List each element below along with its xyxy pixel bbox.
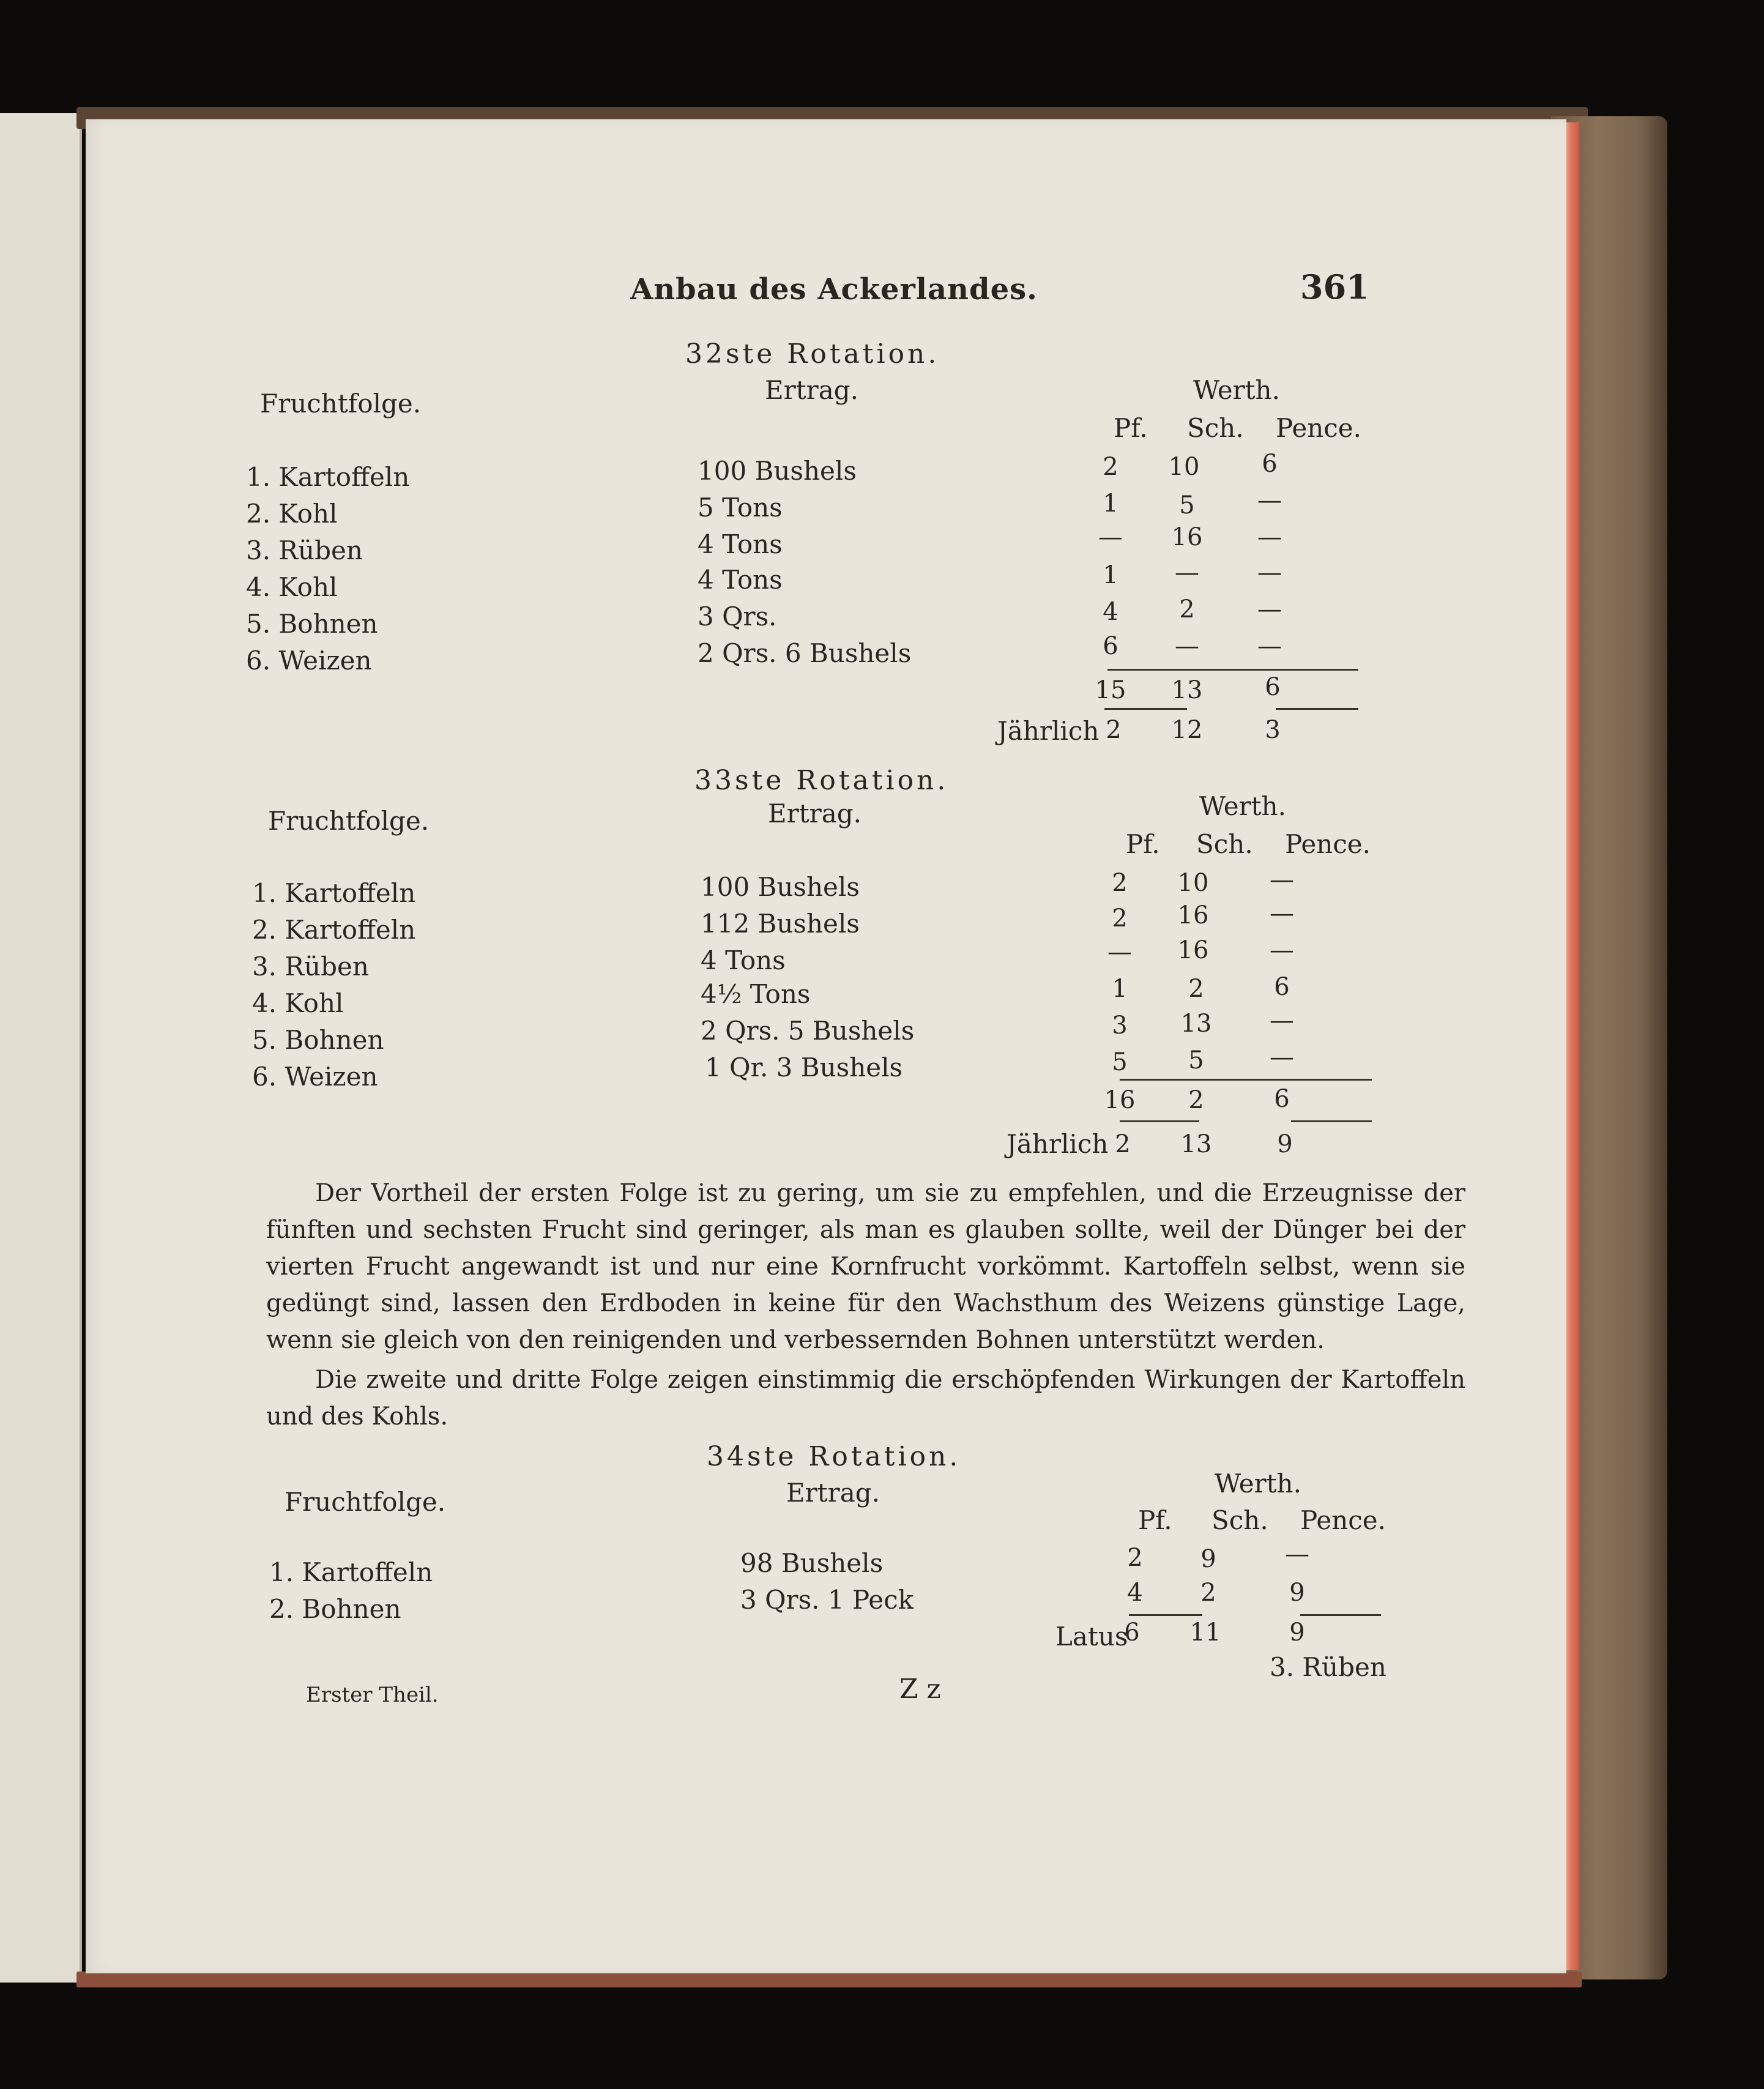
werth-heading: Werth. bbox=[1193, 375, 1280, 405]
sch-value: — bbox=[1175, 559, 1199, 587]
annual-pf: 2 bbox=[1106, 716, 1122, 744]
body-paragraph-2 bbox=[266, 1361, 1465, 1435]
crop-item: 5. Bohnen bbox=[252, 1025, 384, 1055]
pf-value: 2 bbox=[1112, 869, 1128, 897]
pence-value: — bbox=[1285, 1540, 1309, 1568]
crop-item: 2. Kartoffeln bbox=[252, 915, 416, 945]
yield-item: 4 Tons bbox=[698, 565, 783, 595]
latus-pence: 9 bbox=[1289, 1618, 1305, 1647]
crop-item: 1. Kartoffeln bbox=[269, 1557, 433, 1587]
sch-value: 2 bbox=[1200, 1579, 1216, 1607]
sch-value: 13 bbox=[1180, 1010, 1212, 1038]
pf-value: 2 bbox=[1103, 453, 1118, 481]
sch-heading: Sch. bbox=[1211, 1505, 1268, 1535]
pf-value: 1 bbox=[1103, 490, 1118, 518]
total-sch: 2 bbox=[1188, 1086, 1204, 1114]
fruchtfolge-heading: Fruchtfolge. bbox=[268, 806, 430, 836]
sch-heading: Sch. bbox=[1196, 829, 1253, 859]
yield-item: 1 Qr. 3 Bushels bbox=[705, 1052, 903, 1082]
sch-value: 16 bbox=[1177, 901, 1209, 929]
yield-item: 100 Bushels bbox=[701, 872, 860, 902]
pence-value: 9 bbox=[1289, 1579, 1305, 1607]
latus-sch: 11 bbox=[1189, 1618, 1221, 1647]
crop-item: 1. Kartoffeln bbox=[246, 462, 410, 492]
pf-value: — bbox=[1107, 938, 1132, 966]
pence-value: 6 bbox=[1262, 450, 1278, 478]
crop-item: 6. Weizen bbox=[246, 646, 372, 676]
pence-value: — bbox=[1270, 899, 1294, 928]
sch-value: 10 bbox=[1168, 453, 1200, 481]
yield-item: 100 Bushels bbox=[698, 456, 857, 486]
werth-heading: Werth. bbox=[1215, 1469, 1301, 1499]
sum-rule bbox=[1276, 708, 1358, 710]
total-sch: 13 bbox=[1171, 676, 1203, 704]
sch-value: 9 bbox=[1200, 1545, 1216, 1573]
sch-value: 10 bbox=[1177, 869, 1209, 897]
annual-sch: 13 bbox=[1180, 1130, 1212, 1158]
sch-value: 2 bbox=[1179, 595, 1195, 624]
pf-heading: Pf. bbox=[1126, 829, 1160, 859]
pence-heading: Pence. bbox=[1300, 1505, 1386, 1535]
yield-item: 4 Tons bbox=[698, 529, 783, 559]
sum-rule bbox=[1291, 1120, 1372, 1122]
yield-item: 3 Qrs. bbox=[698, 601, 777, 631]
yield-item: 112 Bushels bbox=[701, 909, 860, 939]
sch-heading: Sch. bbox=[1187, 413, 1244, 443]
yield-item: 4½ Tons bbox=[701, 979, 811, 1009]
sum-rule bbox=[1104, 708, 1187, 710]
pf-value: 1 bbox=[1103, 561, 1118, 589]
pence-value: — bbox=[1257, 632, 1282, 660]
annual-pence: 3 bbox=[1265, 716, 1281, 744]
pf-value: 3 bbox=[1112, 1011, 1128, 1040]
sum-rule bbox=[1300, 1614, 1381, 1616]
crop-item: 3. Rüben bbox=[252, 951, 369, 981]
crop-item: 5. Bohnen bbox=[246, 609, 378, 639]
pence-value: — bbox=[1257, 523, 1282, 551]
sum-rule bbox=[1120, 1079, 1372, 1081]
pf-value: 2 bbox=[1112, 904, 1128, 933]
pf-value: 6 bbox=[1103, 632, 1118, 660]
book-cover-bottom bbox=[76, 1972, 1582, 1987]
pf-heading: Pf. bbox=[1138, 1505, 1172, 1535]
pf-value: 4 bbox=[1103, 598, 1118, 626]
annual-pf: 2 bbox=[1115, 1130, 1131, 1158]
body-paragraph-1 bbox=[266, 1175, 1465, 1358]
body-paragraph-1-text: Der Vortheil der ersten Folge ist zu gering, um sie zu empfehlen, und die Erzeugnisse der fünften und sechsten Frucht sind geringer, als man es glauben sollte, weil der Dünger bei der vierten Frucht angewandt ist und nur eine Kornfrucht vorkömmt. Kartoffeln selbst, wenn sie gedüngt sind, lassen den Erdboden in keine für den Wachsthum des Weizens günstige Lage, wenn sie gleich von den reinigenden und verbessernden Bohnen unterstützt werden. bbox=[266, 1179, 1465, 1354]
pf-value: 1 bbox=[1112, 975, 1128, 1003]
annual-label: Jährlich bbox=[997, 716, 1100, 746]
sch-value: 5 bbox=[1179, 491, 1195, 519]
rotation-title-32: 32ste Rotation. bbox=[685, 338, 940, 370]
total-pf: 16 bbox=[1104, 1086, 1136, 1114]
crop-item: 4. Kohl bbox=[246, 572, 338, 602]
sum-rule bbox=[1129, 1614, 1202, 1616]
running-header: Anbau des Ackerlandes. bbox=[630, 272, 1038, 307]
sum-rule bbox=[1120, 1120, 1199, 1122]
left-page-edge bbox=[0, 113, 82, 1983]
latus-pf: 6 bbox=[1124, 1618, 1140, 1647]
crop-item: 2. Bohnen bbox=[269, 1594, 401, 1624]
rotation-title-34: 34ste Rotation. bbox=[707, 1441, 961, 1472]
rotation-title-33: 33ste Rotation. bbox=[694, 765, 949, 796]
pf-heading: Pf. bbox=[1114, 413, 1148, 443]
yield-item: 4 Tons bbox=[701, 945, 786, 975]
crop-item: 2. Kohl bbox=[246, 499, 338, 529]
pence-value: — bbox=[1270, 936, 1294, 964]
pence-value: — bbox=[1257, 595, 1282, 624]
crop-item: 4. Kohl bbox=[252, 988, 344, 1018]
total-pence: 6 bbox=[1265, 673, 1281, 701]
page-number: 361 bbox=[1300, 267, 1369, 307]
annual-label: Jährlich bbox=[1007, 1129, 1109, 1159]
footer-volume: Erster Theil. bbox=[306, 1683, 439, 1707]
crop-item: 6. Weizen bbox=[252, 1062, 378, 1092]
book-page bbox=[86, 119, 1566, 1973]
pence-value: — bbox=[1270, 1007, 1294, 1035]
catchword: 3. Rüben bbox=[1270, 1652, 1386, 1682]
sch-value: 2 bbox=[1188, 975, 1204, 1003]
pf-value: 5 bbox=[1112, 1048, 1128, 1076]
pf-value: — bbox=[1098, 523, 1123, 551]
total-pf: 15 bbox=[1095, 676, 1126, 704]
pence-value: — bbox=[1270, 1043, 1294, 1071]
sch-value: 16 bbox=[1171, 523, 1203, 551]
crop-item: 3. Rüben bbox=[246, 535, 363, 565]
pence-value: — bbox=[1270, 866, 1294, 894]
pf-value: 2 bbox=[1127, 1544, 1143, 1572]
ertrag-heading: Ertrag. bbox=[786, 1478, 880, 1508]
ertrag-heading: Ertrag. bbox=[768, 799, 862, 829]
pence-heading: Pence. bbox=[1285, 829, 1371, 859]
signature-mark: Z z bbox=[899, 1674, 941, 1705]
yield-item: 5 Tons bbox=[698, 493, 783, 523]
pf-value: 4 bbox=[1127, 1579, 1143, 1607]
annual-pence: 9 bbox=[1277, 1130, 1293, 1158]
fruchtfolge-heading: Fruchtfolge. bbox=[285, 1487, 446, 1517]
ertrag-heading: Ertrag. bbox=[765, 375, 858, 405]
body-paragraph-2-text: Die zweite und dritte Folge zeigen einstimmig die erschöpfenden Wirkungen der Kartoffeln und des Kohls. bbox=[266, 1366, 1465, 1431]
pence-heading: Pence. bbox=[1276, 413, 1362, 443]
sch-value: 5 bbox=[1188, 1046, 1204, 1074]
total-pence: 6 bbox=[1274, 1085, 1290, 1113]
yield-item: 2 Qrs. 5 Bushels bbox=[701, 1016, 915, 1046]
sch-value: 16 bbox=[1177, 936, 1209, 964]
pence-value: — bbox=[1257, 486, 1282, 515]
fruchtfolge-heading: Fruchtfolge. bbox=[260, 389, 422, 419]
pence-value: 6 bbox=[1274, 973, 1290, 1001]
yield-item: 98 Bushels bbox=[740, 1548, 884, 1578]
latus-label: Latus bbox=[1055, 1622, 1128, 1651]
crop-item: 1. Kartoffeln bbox=[252, 878, 416, 908]
pence-value: — bbox=[1257, 559, 1282, 587]
yield-item: 3 Qrs. 1 Peck bbox=[740, 1585, 914, 1615]
annual-sch: 12 bbox=[1171, 716, 1203, 744]
sch-value: — bbox=[1175, 632, 1199, 660]
yield-item: 2 Qrs. 6 Bushels bbox=[698, 638, 912, 668]
werth-heading: Werth. bbox=[1199, 791, 1286, 821]
sum-rule bbox=[1107, 669, 1358, 671]
